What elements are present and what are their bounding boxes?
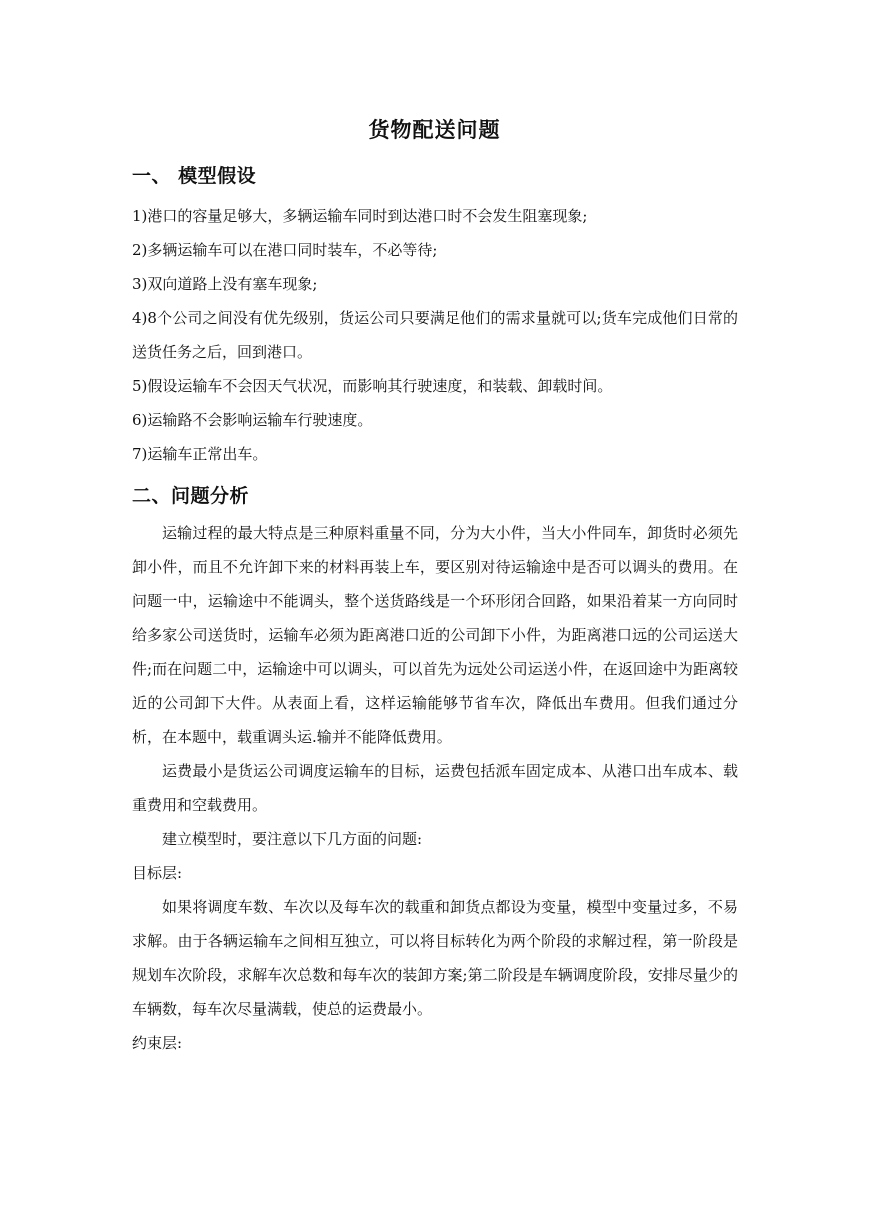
assumption-item: 2)多辆运输车可以在港口同时装车，不必等待; (132, 241, 438, 259)
analysis-paragraph: 建立模型时，要注意以下几方面的问题: (162, 830, 423, 848)
objective-layer-label: 目标层: (132, 864, 183, 882)
assumption-item: 6)运输路不会影响运输车行驶速度。 (132, 411, 373, 429)
document-title: 货物配送问题 (368, 118, 501, 142)
assumption-list (132, 199, 738, 471)
assumption-item: 5)假设运输车不会因天气状况，而影响其行驶速度，和装载、卸载时间。 (132, 377, 613, 395)
analysis-paragraph: 运输过程的最大特点是三种原料重量不同，分为大小件，当大小件同车，卸货时必须先卸小件，而且不允许卸下来的材料再装上车，要区别对待运输途中是否可以调头的费用。在问题一中，运输途中不能调头，整个送货路线是一个环形闭合回路，如果沿着某一方向同时给多家公司送货时，运输车必须为距离港口近的公司卸下小件，为距离港口远的公司运送大件;而在问题二中，运输途中可以调头，可以首先为远处公司运送小件，在返回途中为距离较近的公司卸下大件。从表面上看，这样运输能够节省车次，降低出车费用。但我们通过分析，在本题中，载重调头运.输并不能降低费用。 (132, 524, 738, 746)
assumption-item: 1)港口的容量足够大，多辆运输车同时到达港口时不会发生阻塞现象; (132, 207, 588, 225)
analysis-paragraph: 如果将调度车数、车次以及每车次的载重和卸货点都设为变量，模型中变量过多，不易求解。由于各辆运输车之间相互独立，可以将目标转化为两个阶段的求解过程，第一阶段是规划车次阶段，求解车次总数和每车次的装卸方案;第二阶段是车辆调度阶段，安排尽量少的车辆数，每车次尽量满载，使总的运费最小。 (132, 898, 738, 1018)
assumption-item: 3)双向道路上没有塞车现象; (132, 275, 318, 293)
analysis-body (132, 516, 738, 1060)
section-heading-assumptions: 一、 模型假设 (132, 165, 257, 187)
assumption-item: 4)8个公司之间没有优先级别，货运公司只要满足他们的需求量就可以;货车完成他们日常的送货任务之后，回到港口。 (132, 309, 738, 361)
constraint-layer-label: 约束层: (132, 1034, 183, 1052)
analysis-paragraph: 运费最小是货运公司调度运输车的目标，运费包括派车固定成本、从港口出车成本、载重费用和空载费用。 (132, 762, 738, 814)
assumption-item: 7)运输车正常出车。 (132, 445, 268, 463)
section-heading-analysis: 二、问题分析 (132, 485, 250, 507)
